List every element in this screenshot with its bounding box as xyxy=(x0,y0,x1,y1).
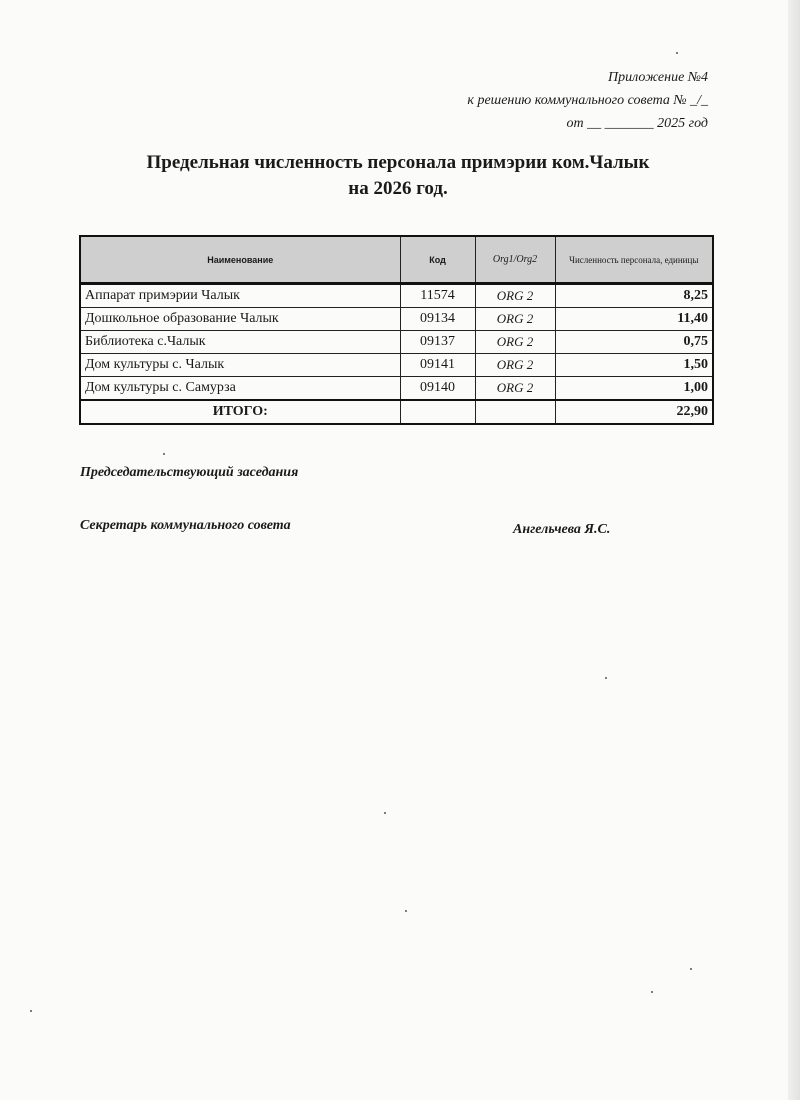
scan-speck xyxy=(676,52,678,54)
row-name: Библиотека с.Чалык xyxy=(80,331,400,354)
scan-speck xyxy=(605,677,607,679)
column-header-org: Org1/Org2 xyxy=(475,236,555,284)
table-header-row xyxy=(80,236,713,284)
total-label: ИТОГО: xyxy=(80,400,400,424)
row-code: 09140 xyxy=(400,377,475,401)
row-value: 8,25 xyxy=(555,284,713,308)
staff-table xyxy=(79,235,714,425)
total-code-empty xyxy=(400,400,475,424)
annex-number: Приложение №4 xyxy=(608,70,708,85)
total-value: 22,90 xyxy=(555,400,713,424)
scan-speck xyxy=(30,1010,32,1012)
row-code: 09141 xyxy=(400,354,475,377)
table-row xyxy=(80,308,713,331)
row-org: ORG 2 xyxy=(475,331,555,354)
row-name: Дом культуры с. Чалык xyxy=(80,354,400,377)
row-value: 1,00 xyxy=(555,377,713,401)
table-total-row xyxy=(80,400,713,424)
table-row xyxy=(80,377,713,401)
row-name: Дошкольное образование Чалык xyxy=(80,308,400,331)
row-value: 0,75 xyxy=(555,331,713,354)
decision-reference: к решению коммунального совета № _/_ xyxy=(467,93,708,108)
row-code: 11574 xyxy=(400,284,475,308)
page-subtitle: на 2026 год. xyxy=(348,178,448,199)
scan-speck xyxy=(384,812,386,814)
row-org: ORG 2 xyxy=(475,284,555,308)
table-row xyxy=(80,331,713,354)
scan-speck xyxy=(163,453,165,455)
table-row xyxy=(80,284,713,308)
total-org-empty xyxy=(475,400,555,424)
column-header-staff-count: Численность персонала, единицы xyxy=(555,236,713,284)
row-name: Дом культуры с. Самурза xyxy=(80,377,400,401)
row-value: 1,50 xyxy=(555,354,713,377)
scan-speck xyxy=(405,910,407,912)
column-header-code: Код xyxy=(400,236,475,284)
table-row xyxy=(80,354,713,377)
row-code: 09137 xyxy=(400,331,475,354)
page-title: Предельная численность персонала примэрии ком.Чалык xyxy=(146,152,650,173)
chair-signature-line: Председательствующий заседания xyxy=(80,465,299,480)
secretary-signature-line: Секретарь коммунального совета xyxy=(80,518,291,533)
column-header-name: Наименование xyxy=(80,236,400,284)
decision-date: от __ _______ 2025 год xyxy=(566,116,708,131)
scan-speck xyxy=(651,991,653,993)
row-value: 11,40 xyxy=(555,308,713,331)
scan-speck xyxy=(690,968,692,970)
row-name: Аппарат примэрии Чалык xyxy=(80,284,400,308)
secretary-name: Ангельчева Я.С. xyxy=(513,522,611,537)
row-org: ORG 2 xyxy=(475,308,555,331)
row-org: ORG 2 xyxy=(475,354,555,377)
row-code: 09134 xyxy=(400,308,475,331)
row-org: ORG 2 xyxy=(475,377,555,401)
